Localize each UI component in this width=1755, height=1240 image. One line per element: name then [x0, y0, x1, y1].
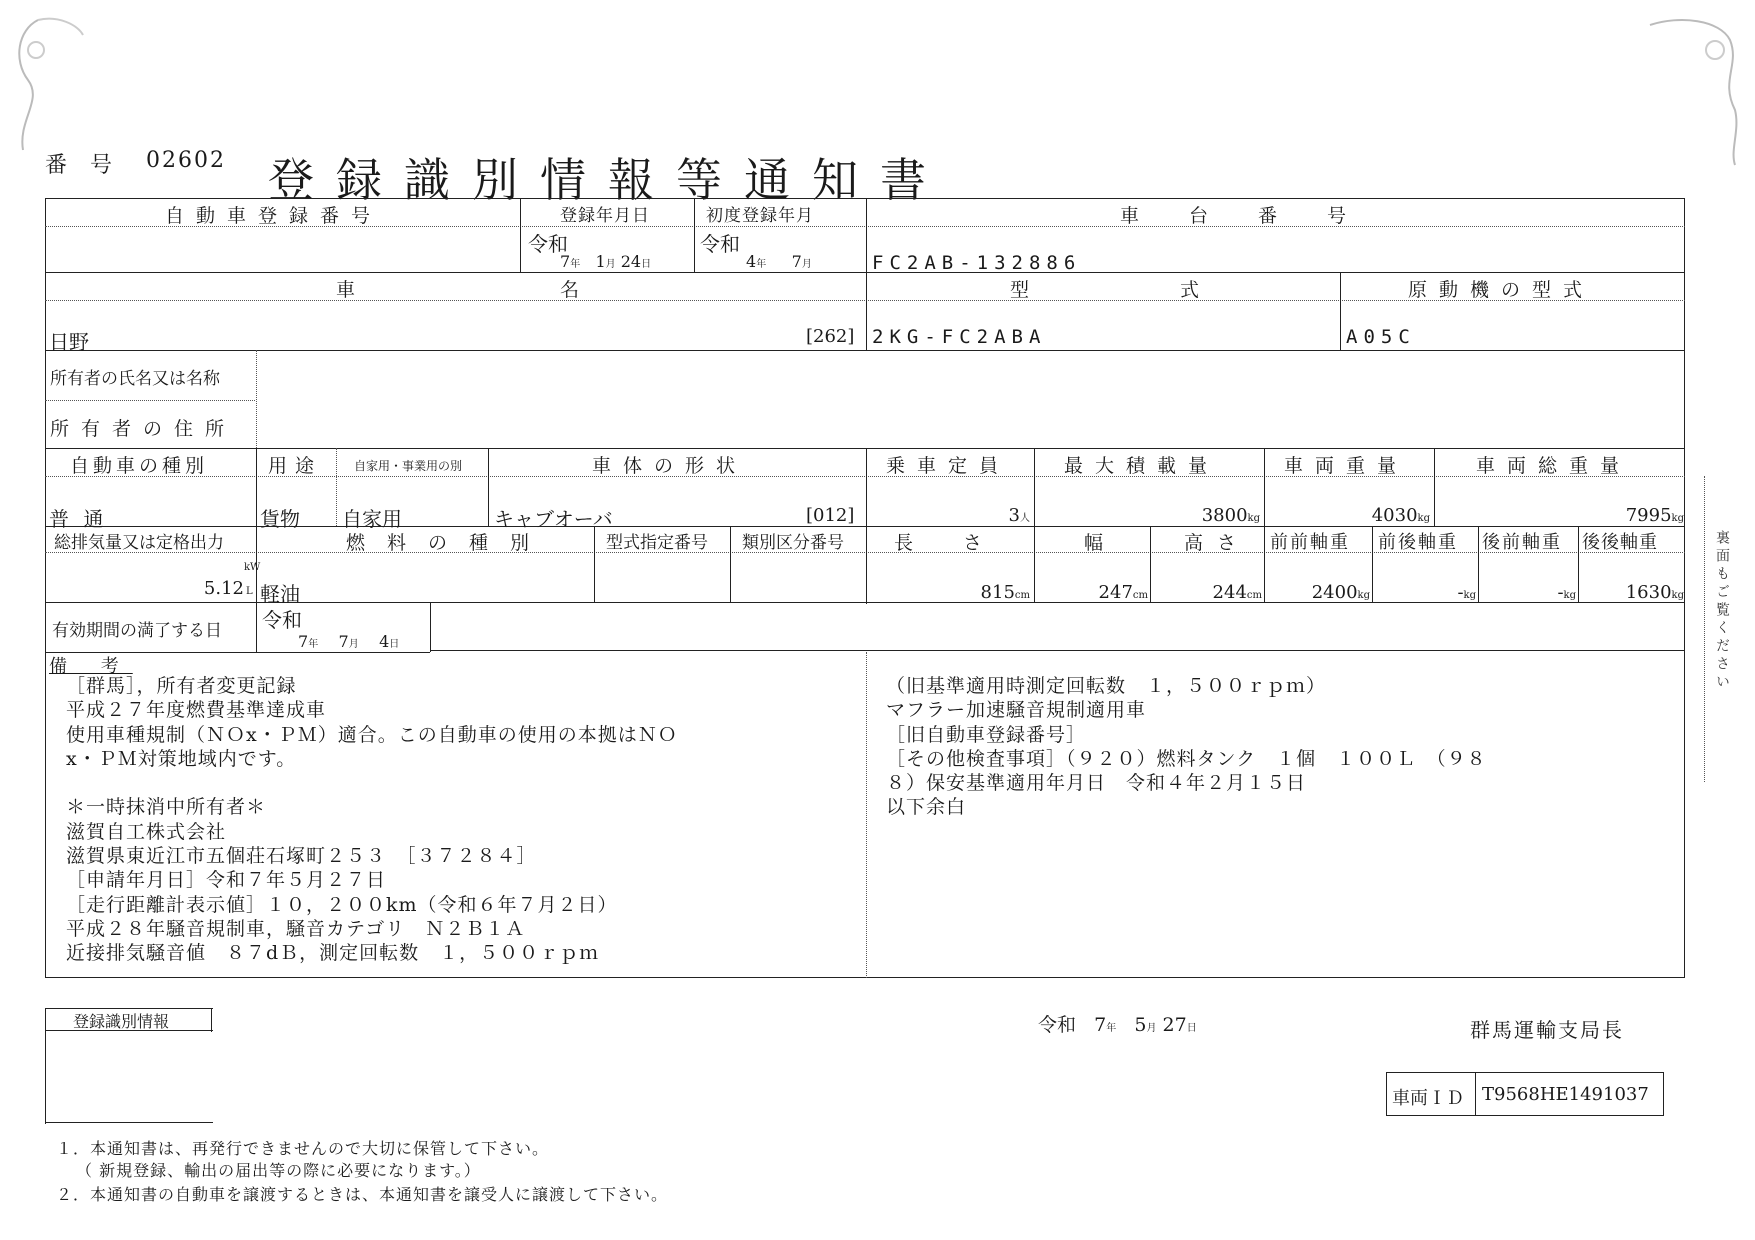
rf-axle-value: -kg: [1557, 582, 1576, 603]
issuer: 群馬運輸支局長: [1470, 1018, 1624, 1042]
owner-name-label: 所有者の氏名又は名称: [50, 369, 220, 389]
first-reg-era: 令和: [700, 232, 740, 256]
document-title: 登録識別情報等通知書: [268, 153, 948, 207]
owner-address-label: 所有者の住所: [50, 418, 237, 440]
car-name-label-1: 車: [336, 279, 357, 301]
side-note: 裏面もご覧ください: [1714, 530, 1730, 692]
ff-axle-label: 前前軸重: [1270, 532, 1350, 553]
expiry-era: 令和: [262, 608, 302, 632]
reg-date-label: 登録年月日: [560, 206, 650, 226]
remarks-left: ［群馬］，所有者変更記録 平成２７年度燃費基準達成車 使用車種規制（ＮＯx・ＰＭ）適合。この自動車の使用の本拠はＮＯ x・ＰＭ対策地域内です。 ＊一時抹消中所有者＊ 滋賀自工株式会社 滋賀県東近江市五個荘石塚町２５３ ［３７２８４］ ［申請年月日］令和７年５月２７日 ［走行距離計表示値］１０，２００km（令和６年７月２日） 平成２８年騒音規制車，騒音カテゴリ Ｎ２Ｂ１Ａ 近接排気騒音値 ８７dＢ，測定回転数 １，５００ｒｐｍ: [66, 675, 678, 965]
max-load-label: 最大積載量: [1064, 455, 1220, 477]
max-load-value: 3800kg: [1201, 505, 1260, 526]
height-value: 244cm: [1212, 582, 1262, 603]
first-reg-date: 4年 7月: [746, 252, 812, 271]
body-code: [012]: [806, 505, 855, 526]
reg-date: 7年 1月 24日: [560, 252, 652, 271]
car-name-code: [262]: [806, 326, 855, 347]
type-cert-label: 型式指定番号: [606, 533, 708, 553]
capacity-value: 3人: [1008, 505, 1030, 526]
fuel-label: 燃料の種別: [346, 532, 552, 554]
first-reg-label: 初度登録年月: [706, 206, 814, 226]
displacement-value: 5.12: [203, 578, 244, 599]
private-label: 自家用・事業用の別: [354, 459, 463, 473]
chassis-label: 車台番号: [1120, 205, 1397, 227]
gross-label: 車両総重量: [1476, 455, 1632, 477]
gross-value: 7995kg: [1625, 505, 1684, 526]
expiry-date: 7年 7月 4日: [298, 632, 400, 651]
reg-info-label: 登録識別情報: [73, 1012, 170, 1031]
weight-value: 4030kg: [1371, 505, 1430, 526]
remarks-right: （旧基準適用時測定回転数 １，５００ｒｐｍ） マフラー加速騒音規制適用車 ［旧自動車登録番号］ ［その他検査事項］（９２０）燃料タンク １個 １００Ｌ （９８ ８）保安基準適用年月日 令和４年２月１５日 以下余白: [886, 675, 1487, 819]
fuel-value: 軽油: [260, 582, 300, 606]
private-value: 自家用: [342, 507, 402, 531]
rr-axle-label: 後後軸重: [1582, 532, 1658, 553]
fr-axle-label: 前後軸重: [1378, 532, 1458, 553]
remarks-label: 備 考: [49, 656, 133, 677]
reg-number-label: 自動車登録番号: [165, 205, 383, 227]
reg-date-era: 令和: [528, 232, 568, 256]
note-1: １．本通知書は、再発行できませんので大切に保管して下さい。: [56, 1139, 550, 1158]
kind-value: 普 通: [49, 507, 108, 531]
engine-label: 原動機の型式: [1408, 279, 1595, 301]
category-label: 類別区分番号: [742, 533, 844, 553]
body-value: キャブオーバ: [494, 507, 613, 531]
corner-ornament-right: [1640, 10, 1745, 170]
car-name-value: 日野: [49, 330, 89, 354]
issue-date: 令和 7年 5月 27日: [1038, 1014, 1197, 1036]
engine-value: A05C: [1346, 326, 1416, 348]
rr-axle-value: 1630kg: [1625, 582, 1684, 603]
width-label: 幅: [1084, 532, 1105, 554]
kind-label: 自動車の種別: [70, 455, 209, 477]
rf-axle-label: 後前軸重: [1482, 532, 1562, 553]
ff-axle-value: 2400kg: [1311, 582, 1370, 603]
document-number: 02602: [146, 148, 226, 173]
use-value: 貨物: [260, 507, 300, 531]
capacity-label: 乗車定員: [886, 455, 1011, 477]
vehicle-id-value: T9568HE1491037: [1482, 1084, 1649, 1105]
displacement-label: 総排気量又は定格出力: [54, 533, 224, 553]
vehicle-id-label: 車両ＩＤ: [1392, 1088, 1464, 1109]
displacement-unit-l: L: [246, 586, 253, 597]
model-label-1: 型: [1010, 279, 1031, 301]
note-1b: （ 新規登録、輸出の届出等の際に必要になります。）: [76, 1161, 481, 1180]
model-value: 2KG-FC2ABA: [872, 326, 1047, 348]
car-name-label-2: 名: [560, 279, 581, 301]
model-label-2: 式: [1180, 279, 1201, 301]
weight-label: 車両重量: [1284, 455, 1409, 477]
number-label: 番 号: [45, 153, 120, 178]
note-2: ２．本通知書の自動車を譲渡するときは、本通知書を譲受人に譲渡して下さい。: [56, 1185, 669, 1204]
corner-ornament-left: [8, 10, 88, 160]
chassis-value: FC2AB-132886: [872, 252, 1082, 274]
displacement-unit-kw: kW: [244, 562, 261, 573]
body-label: 車体の形状: [592, 455, 748, 477]
length-value: 815cm: [980, 582, 1030, 603]
fr-axle-value: -kg: [1457, 582, 1476, 603]
height-label: 高さ: [1184, 532, 1251, 554]
width-value: 247cm: [1098, 582, 1148, 603]
length-label: 長さ: [894, 532, 1033, 554]
use-label: 用 途: [268, 455, 316, 477]
expiry-label: 有効期間の満了する日: [52, 621, 222, 641]
